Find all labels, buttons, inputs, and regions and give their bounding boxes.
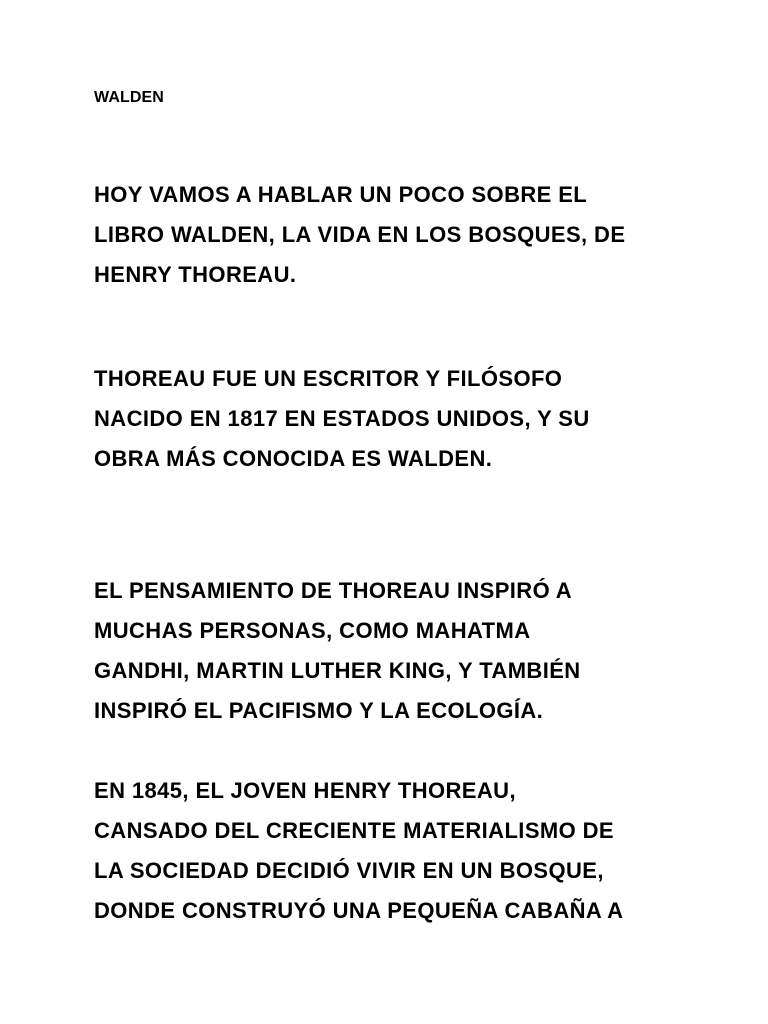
paragraph-4 [94,771,734,931]
paragraph-line: MUCHAS PERSONAS, COMO MAHATMA [94,618,531,643]
paragraph-line: LIBRO WALDEN, LA VIDA EN LOS BOSQUES, DE [94,222,626,247]
paragraph-3 [94,571,734,731]
paragraph-line: EN 1845, EL JOVEN HENRY THOREAU, [94,778,516,803]
paragraph-line: EL PENSAMIENTO DE THOREAU INSPIRÓ A [94,578,573,603]
paragraph-line: HENRY THOREAU. [94,262,297,287]
paragraph-line: DONDE CONSTRUYÓ UNA PEQUEÑA CABAÑA A [94,898,624,923]
paragraph-line: CANSADO DEL CRECIENTE MATERIALISMO DE [94,818,615,843]
paragraph-line: LA SOCIEDAD DECIDIÓ VIVIR EN UN BOSQUE, [94,858,604,883]
paragraph-line: HOY VAMOS A HABLAR UN POCO SOBRE EL [94,182,588,207]
paragraph-line: NACIDO EN 1817 EN ESTADOS UNIDOS, Y SU [94,406,590,431]
paragraph-2 [94,359,734,479]
paragraph-line: THOREAU FUE UN ESCRITOR Y FILÓSOFO [94,366,563,391]
paragraph-line: OBRA MÁS CONOCIDA ES WALDEN. [94,446,493,471]
paragraph-line: INSPIRÓ EL PACIFISMO Y LA ECOLOGÍA. [94,698,544,723]
paragraph-1 [94,175,734,295]
document-title: WALDEN [94,89,164,106]
paragraph-line: GANDHI, MARTIN LUTHER KING, Y TAMBIÉN [94,658,581,683]
